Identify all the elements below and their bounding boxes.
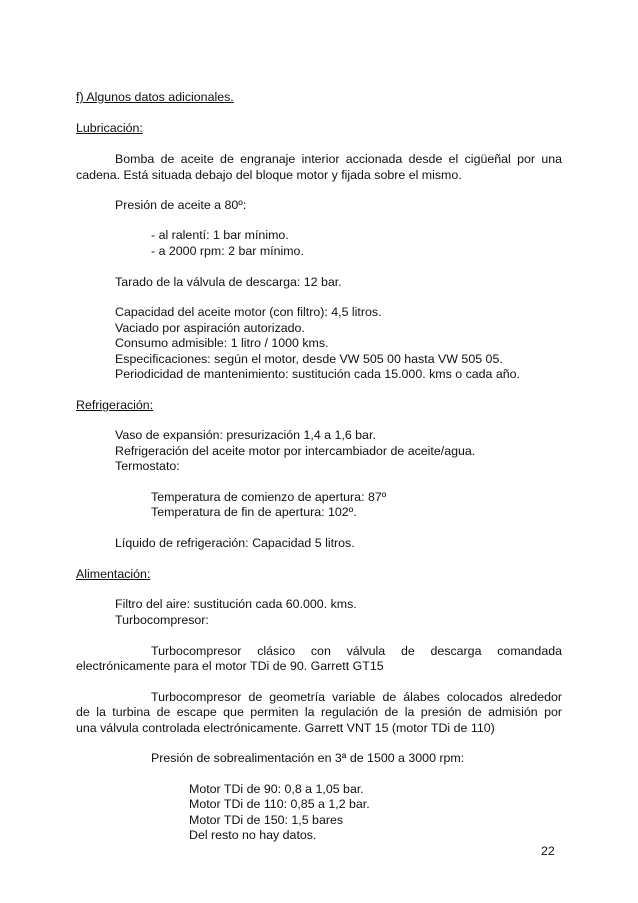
- presion-aceite-item: - a 2000 rpm: 2 bar mínimo.: [151, 244, 304, 258]
- termostato-item: Temperatura de comienzo de apertura: 87º: [151, 490, 387, 504]
- lubricacion-spec: Capacidad del aceite motor (con filtro): 4,5 litros.: [115, 305, 382, 319]
- section-title: f) Algunos datos adicionales.: [76, 90, 234, 104]
- lubricacion-heading: Lubricación:: [76, 121, 143, 135]
- presion-aceite-label: Presión de aceite a 80º:: [115, 198, 247, 212]
- lubricacion-spec: Consumo admisible: 1 litro / 1000 kms.: [115, 336, 329, 350]
- motor-presion-item: Motor TDi de 150: 1,5 bares: [189, 813, 344, 827]
- turbo2-paragraph-line: de la turbina de escape que permiten la regulación de la presión de admisión por: [76, 705, 562, 719]
- presion-sobrealimentacion: Presión de sobrealimentación en 3ª de 1500 a 3000 rpm:: [151, 751, 465, 765]
- termostato-item: Temperatura de fin de apertura: 102º.: [151, 505, 357, 519]
- alimentacion-item: Filtro del aire: sustitución cada 60.000. kms.: [115, 597, 357, 611]
- motor-presion-item: Motor TDi de 110: 0,85 a 1,2 bar.: [189, 797, 370, 811]
- page-number: 22: [541, 844, 555, 858]
- refrigeracion-heading: Refrigeración:: [76, 398, 154, 412]
- lubricacion-paragraph-line: Bomba de aceite de engranaje interior accionada desde el cigüeñal por una: [115, 152, 562, 166]
- turbo1-paragraph-line: electrónicamente para el motor TDi de 90. Garrett GT15: [76, 659, 384, 673]
- refrigeracion-item: Vaso de expansión: presurización 1,4 a 1,6 bar.: [115, 428, 376, 442]
- lubricacion-paragraph-line: cadena. Está situada debajo del bloque motor y fijada sobre el mismo.: [76, 168, 462, 182]
- motor-presion-item: Motor TDi de 90: 0,8 a 1,05 bar.: [189, 782, 364, 796]
- refrigeracion-item: Termostato:: [115, 459, 180, 473]
- turbo1-paragraph-line: Turbocompresor clásico con válvula de descarga comandada: [151, 644, 562, 658]
- presion-aceite-item: - al ralentí: 1 bar mínimo.: [151, 228, 289, 242]
- turbo2-paragraph-line: una válvula controlada electrónicamente. Garrett VNT 15 (motor TDi de 110): [76, 721, 495, 735]
- lubricacion-spec: Periodicidad de mantenimiento: sustitución cada 15.000. kms o cada año.: [115, 367, 521, 381]
- lubricacion-spec: Vaciado por aspiración autorizado.: [115, 321, 305, 335]
- refrigeracion-item: Refrigeración del aceite motor por intercambiador de aceite/agua.: [115, 444, 476, 458]
- alimentacion-item: Turbocompresor:: [115, 613, 209, 627]
- turbo2-paragraph-line: Turbocompresor de geometría variable de álabes colocados alrededor: [151, 690, 562, 704]
- lubricacion-spec: Especificaciones: según el motor, desde VW 505 00 hasta VW 505 05.: [115, 352, 503, 366]
- alimentacion-heading: Alimentación:: [76, 567, 151, 581]
- tarado-valvula: Tarado de la válvula de descarga: 12 bar.: [115, 275, 342, 289]
- liquido-refrigeracion: Líquido de refrigeración: Capacidad 5 litros.: [115, 536, 355, 550]
- motor-presion-item: Del resto no hay datos.: [189, 828, 317, 842]
